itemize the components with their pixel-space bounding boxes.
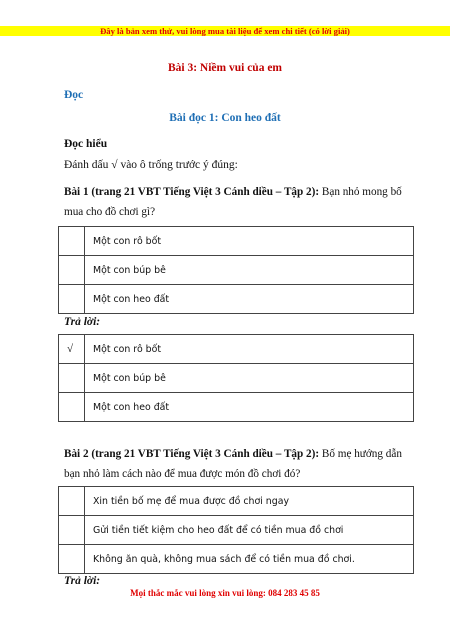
section-heading: Đọc <box>64 89 84 101</box>
answer-1-table <box>58 334 414 422</box>
option-label: Gửi tiền tiết kiệm cho heo đất để có tiền mua đồ chơi <box>85 516 414 545</box>
option-checkbox[interactable] <box>59 227 85 256</box>
answer-option-label: Một con rô bốt <box>85 335 414 364</box>
check-mark <box>59 393 85 422</box>
option-row <box>59 285 414 314</box>
check-mark: √ <box>59 335 85 364</box>
option-row <box>59 545 414 574</box>
question-2-options <box>58 486 414 574</box>
answer-option-label: Một con búp bê <box>85 364 414 393</box>
option-label: Không ăn quà, không mua sách để có tiền mua đồ chơi. <box>85 545 414 574</box>
answer-option-label: Một con heo đất <box>85 393 414 422</box>
option-checkbox[interactable] <box>59 285 85 314</box>
comprehension-heading: Đọc hiểu <box>64 138 108 150</box>
option-checkbox[interactable] <box>59 487 85 516</box>
question-1-text: Bạn nhỏ mong bố mua cho đồ chơi gì? <box>64 186 402 218</box>
check-mark <box>59 364 85 393</box>
option-checkbox[interactable] <box>59 516 85 545</box>
question-2-label: Bài 2 (trang 21 VBT Tiếng Việt 3 Cánh diều – Tập 2): <box>64 448 320 460</box>
lesson-title: Bài 3: Niềm vui của em <box>167 62 283 74</box>
reading-title: Bài đọc 1: Con heo đất <box>169 112 281 124</box>
preview-banner: Đây là bản xem thử, vui lòng mua tài liệu để xem chi tiết (có lời giải) <box>0 26 450 36</box>
question-1-options <box>58 226 414 314</box>
answer-row <box>59 364 414 393</box>
answer-row <box>59 335 414 364</box>
option-checkbox[interactable] <box>59 256 85 285</box>
answer-label-1: Trả lời: <box>64 316 101 328</box>
option-row <box>59 256 414 285</box>
option-row <box>59 516 414 545</box>
option-row <box>59 227 414 256</box>
question-1-label: Bài 1 (trang 21 VBT Tiếng Việt 3 Cánh diều – Tập 2): <box>64 186 320 198</box>
option-row <box>59 487 414 516</box>
option-label: Xin tiền bố mẹ để mua được đồ chơi ngay <box>85 487 414 516</box>
option-checkbox[interactable] <box>59 545 85 574</box>
question-2 <box>64 444 414 484</box>
instruction-text: Đánh dấu √ vào ô trống trước ý đúng: <box>64 159 238 171</box>
option-label: Một con búp bê <box>85 256 414 285</box>
answer-label-2: Trả lời: <box>64 575 101 587</box>
option-label: Một con heo đất <box>85 285 414 314</box>
question-1 <box>64 182 414 222</box>
option-label: Một con rô bốt <box>85 227 414 256</box>
question-2-text: Bố mẹ hướng dẫn bạn nhỏ làm cách nào để mua được món đồ chơi đó? <box>64 448 402 480</box>
footer-contact: Mọi thắc mắc vui lòng xin vui lòng: 084 283 45 85 <box>130 588 320 598</box>
answer-row <box>59 393 414 422</box>
